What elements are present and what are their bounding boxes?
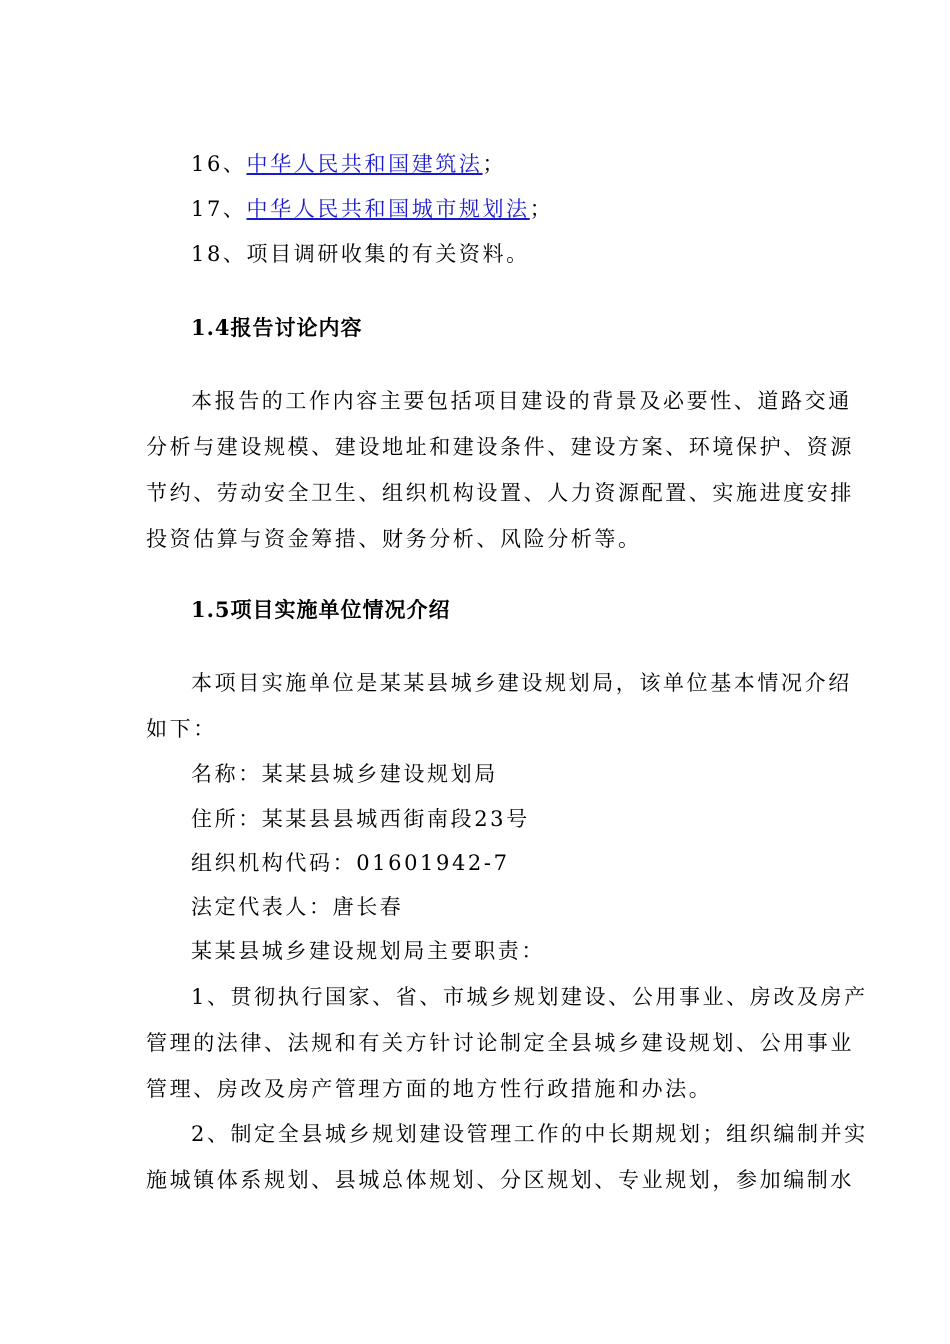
info-name: 名称：某某县城乡建设规划局 bbox=[191, 762, 498, 786]
ref-punct: ； bbox=[482, 152, 507, 176]
ref-link-urban-planning-law[interactable]: 中华人民共和国城市规划法 bbox=[246, 197, 530, 221]
ref-number: 16、 bbox=[191, 152, 247, 176]
ref-number: 18、 bbox=[191, 242, 247, 266]
paragraph-line: 如下： bbox=[146, 717, 217, 741]
ref-item-18 bbox=[191, 240, 881, 268]
section-1-4-heading: 1.4报告讨论内容 bbox=[191, 315, 363, 340]
info-address: 住所：某某县县城西街南段23号 bbox=[191, 807, 530, 831]
info-duties-heading: 某某县城乡建设规划局主要职责： bbox=[191, 939, 545, 963]
duty-2-line: 施城镇体系规划、县城总体规划、分区规划、专业规划，参加编制水 bbox=[146, 1168, 854, 1192]
paragraph-line: 本项目实施单位是某某县城乡建设规划局，该单位基本情况介绍 bbox=[191, 671, 852, 695]
paragraph-line: 投资估算与资金筹措、财务分析、风险分析等。 bbox=[146, 527, 642, 551]
ref-number: 17、 bbox=[191, 197, 247, 221]
paragraph-line: 本报告的工作内容主要包括项目建设的背景及必要性、道路交通 bbox=[191, 389, 852, 413]
info-org-code: 组织机构代码：01601942-7 bbox=[191, 851, 510, 875]
info-legal-rep: 法定代表人：唐长春 bbox=[191, 895, 404, 919]
duty-1-line: 1、贯彻执行国家、省、市城乡规划建设、公用事业、房改及房产 bbox=[191, 985, 868, 1009]
paragraph-line: 节约、劳动安全卫生、组织机构设置、人力资源配置、实施进度安排 bbox=[146, 481, 854, 505]
ref-item-16 bbox=[191, 150, 881, 178]
duty-1-line: 管理、房改及房产管理方面的地方性行政措施和办法。 bbox=[146, 1077, 713, 1101]
duty-1-line: 管理的法律、法规和有关方针讨论制定全县城乡建设规划、公用事业 bbox=[146, 1031, 854, 1055]
ref-link-construction-law[interactable]: 中华人民共和国建筑法 bbox=[246, 152, 483, 176]
ref-text: 项目调研收集的有关资料。 bbox=[246, 242, 530, 266]
section-1-5-heading: 1.5项目实施单位情况介绍 bbox=[191, 597, 451, 622]
ref-punct: ； bbox=[529, 197, 554, 221]
paragraph-line: 分析与建设规模、建设地址和建设条件、建设方案、环境保护、资源 bbox=[146, 435, 854, 459]
duty-2-line: 2、制定全县城乡规划建设管理工作的中长期规划；组织编制并实 bbox=[191, 1122, 868, 1146]
ref-item-17 bbox=[191, 195, 881, 223]
